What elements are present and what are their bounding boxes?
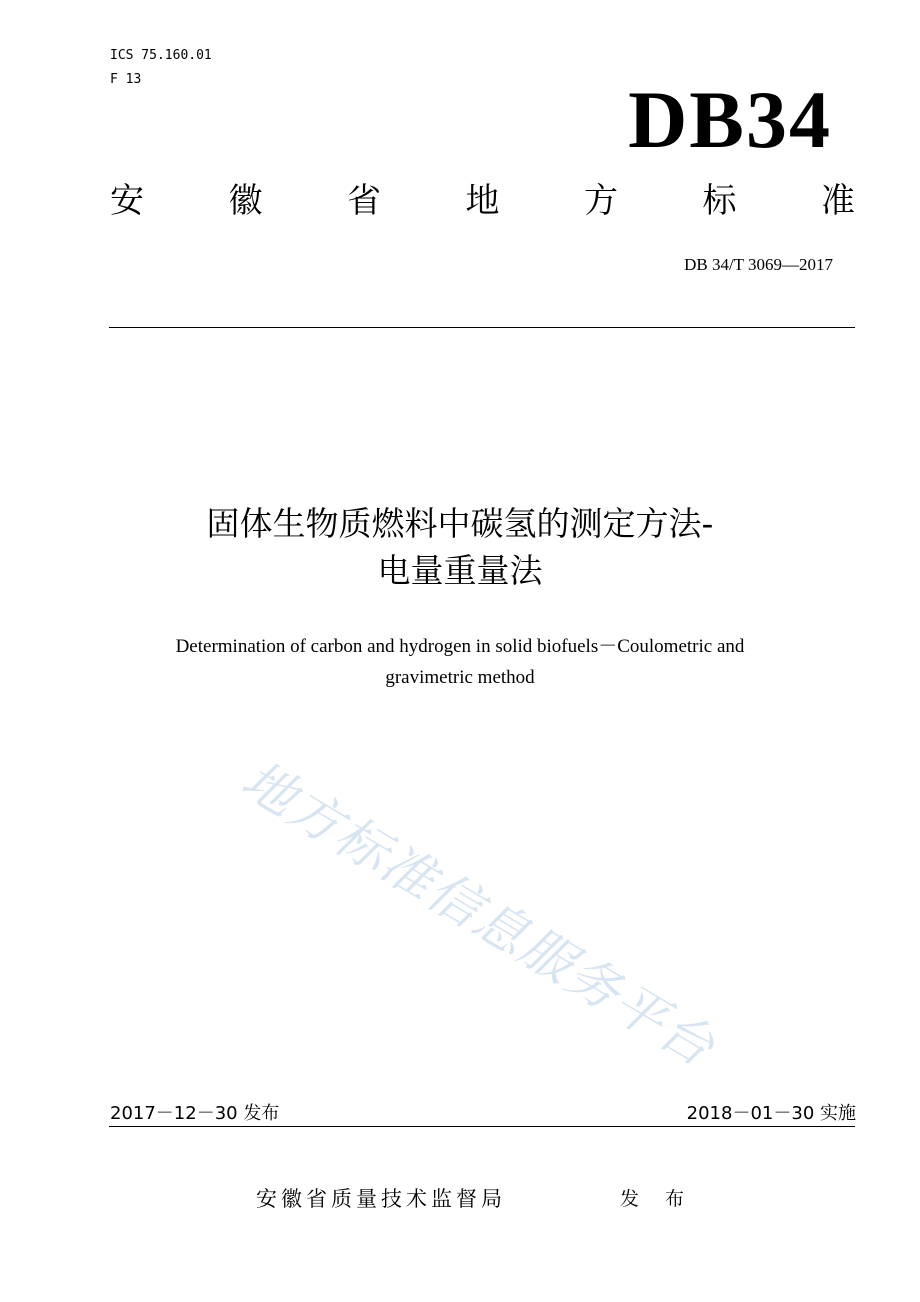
chinese-title-line-2: 电量重量法: [377, 551, 543, 590]
category-char: 省: [347, 181, 381, 221]
chinese-title: [60, 500, 860, 594]
chinese-title-line-1: 固体生物质燃料中碳氢的测定方法-: [206, 504, 714, 543]
watermark-text: 地方标准信息服务平台: [231, 749, 726, 1080]
english-title: [60, 631, 860, 693]
category-char: 安: [110, 181, 144, 221]
issue-date: 2017－12－30 发布: [110, 1103, 280, 1124]
top-divider: [109, 327, 855, 328]
implementation-date: 2018－01－30 实施: [686, 1103, 856, 1124]
publish-label: 发 布: [620, 1188, 695, 1210]
standard-number: DB 34/T 3069—2017: [684, 255, 833, 274]
publisher-name: 安徽省质量技术监督局: [256, 1187, 506, 1211]
bottom-divider: [109, 1126, 855, 1127]
ccs-code: F 13: [110, 72, 142, 87]
english-title-line-2: gravimetric method: [385, 667, 535, 688]
english-title-line-1: Determination of carbon and hydrogen in solid biofuels－Coulometric and: [175, 636, 745, 657]
category-char: 徽: [228, 181, 263, 221]
ics-code: ICS 75.160.01: [110, 48, 212, 63]
category-char: 方: [584, 181, 618, 221]
category-char: 准: [821, 181, 855, 221]
db-logo: DB34: [628, 74, 832, 165]
category-char: 地: [465, 181, 500, 221]
standard-category: [110, 178, 855, 224]
category-char: 标: [702, 181, 737, 221]
